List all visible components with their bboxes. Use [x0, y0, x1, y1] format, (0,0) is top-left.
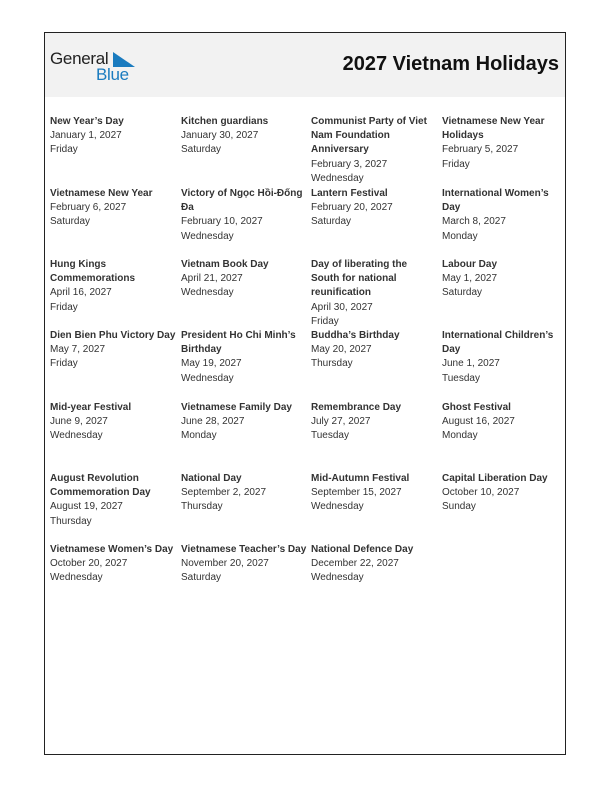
holiday-date: October 20, 2027 — [50, 558, 128, 570]
holiday-weekday: Wednesday — [311, 172, 364, 184]
logo-general-text: General — [50, 49, 109, 68]
holiday-name: International Women’s Day — [442, 188, 549, 214]
holiday-date: September 15, 2027 — [311, 487, 402, 499]
holiday-item — [311, 329, 437, 372]
holiday-weekday: Wednesday — [50, 572, 103, 584]
holiday-date: April 16, 2027 — [50, 287, 112, 299]
holiday-name: Day of liberating the South for national reunification — [311, 259, 408, 299]
holiday-date: March 8, 2027 — [442, 216, 506, 228]
holiday-name: Dien Bien Phu Victory Day — [50, 330, 176, 341]
holiday-date: August 19, 2027 — [50, 501, 123, 513]
holiday-date: May 1, 2027 — [442, 273, 498, 285]
holiday-item — [311, 401, 437, 444]
holiday-weekday: Saturday — [442, 287, 483, 299]
holiday-date: August 16, 2027 — [442, 416, 515, 428]
holiday-name: Vietnamese Family Day — [181, 402, 292, 413]
holiday-date: February 10, 2027 — [181, 216, 263, 228]
holiday-calendar-page — [44, 32, 566, 755]
holiday-item — [181, 543, 307, 586]
holiday-weekday: Thursday — [311, 358, 353, 370]
holiday-name: Hung Kings Commemorations — [50, 259, 136, 285]
holiday-date: July 27, 2027 — [311, 416, 371, 428]
holiday-item — [442, 472, 568, 515]
holiday-weekday: Monday — [181, 430, 217, 442]
holiday-weekday: Wednesday — [181, 287, 234, 299]
holiday-name: President Ho Chi Minh’s Birthday — [181, 330, 296, 356]
holiday-item — [442, 187, 568, 244]
holiday-name: Labour Day — [442, 259, 498, 270]
holiday-item — [311, 187, 437, 230]
holiday-item — [181, 401, 307, 444]
holiday-weekday: Thursday — [50, 515, 92, 527]
holiday-date: September 2, 2027 — [181, 487, 267, 499]
holiday-name: Vietnamese Women’s Day — [50, 544, 174, 555]
holiday-date: June 1, 2027 — [442, 358, 500, 370]
holiday-item — [181, 472, 307, 515]
holiday-item — [311, 258, 437, 329]
holiday-weekday: Thursday — [181, 501, 223, 513]
holiday-item — [50, 329, 176, 372]
holiday-name: National Day — [181, 473, 242, 484]
holiday-weekday: Saturday — [50, 216, 91, 228]
holiday-weekday: Monday — [442, 230, 478, 242]
holiday-weekday: Friday — [442, 158, 470, 170]
holiday-name: Mid-Autumn Festival — [311, 473, 410, 484]
holiday-item — [50, 543, 176, 586]
holiday-name: Buddha’s Birthday — [311, 330, 400, 341]
holiday-date: February 6, 2027 — [50, 202, 127, 214]
holiday-date: February 20, 2027 — [311, 202, 393, 214]
holiday-date: June 9, 2027 — [50, 416, 108, 428]
holiday-date: October 10, 2027 — [442, 487, 520, 499]
holiday-item — [442, 115, 568, 172]
holiday-weekday: Friday — [50, 301, 78, 313]
holiday-name: Kitchen guardians — [181, 116, 269, 127]
holiday-name: New Year’s Day — [50, 116, 124, 127]
holiday-item — [181, 329, 307, 386]
holiday-date: January 1, 2027 — [50, 130, 122, 142]
holiday-name: August Revolution Commemoration Day — [50, 473, 151, 499]
holiday-name: Capital Liberation Day — [442, 473, 548, 484]
holiday-item — [50, 401, 176, 444]
holiday-name: Vietnamese Teacher’s Day — [181, 544, 307, 555]
holiday-name: Ghost Festival — [442, 402, 511, 413]
holiday-item — [442, 329, 568, 386]
holiday-weekday: Saturday — [311, 216, 352, 228]
holiday-name: International Children’s Day — [442, 330, 554, 356]
generalblue-logo — [50, 49, 140, 83]
holiday-item — [442, 401, 568, 444]
holiday-weekday: Wednesday — [181, 372, 234, 384]
holiday-weekday: Saturday — [181, 144, 222, 156]
holiday-name: Vietnamese New Year Holidays — [442, 116, 545, 142]
holiday-item — [50, 258, 176, 315]
page-header — [45, 33, 565, 97]
holiday-item — [311, 543, 437, 586]
holiday-date: April 30, 2027 — [311, 301, 373, 313]
holiday-name: Vietnam Book Day — [181, 259, 269, 270]
holiday-name: Mid-year Festival — [50, 402, 132, 413]
holiday-date: November 20, 2027 — [181, 558, 269, 570]
holiday-item — [181, 187, 307, 244]
holiday-item — [181, 115, 307, 158]
holiday-date: January 30, 2027 — [181, 130, 259, 142]
holiday-weekday: Monday — [442, 430, 478, 442]
holiday-weekday: Wednesday — [311, 572, 364, 584]
holiday-date: May 20, 2027 — [311, 344, 372, 356]
holiday-weekday: Friday — [50, 144, 78, 156]
holiday-item — [181, 258, 307, 301]
holiday-weekday: Sunday — [442, 501, 476, 513]
holiday-item — [50, 115, 176, 158]
holiday-name: Victory of Ngọc Hồi-Đống Đa — [181, 188, 303, 214]
holiday-date: May 7, 2027 — [50, 344, 106, 356]
holiday-weekday: Tuesday — [311, 430, 349, 442]
holiday-date: February 3, 2027 — [311, 158, 388, 170]
holiday-item — [50, 187, 176, 230]
holiday-name: Vietnamese New Year — [50, 188, 153, 199]
page-title: 2027 Vietnam Holidays — [342, 53, 559, 75]
logo-blue-text: Blue — [96, 65, 129, 84]
holiday-weekday: Wednesday — [50, 430, 103, 442]
holiday-weekday: Wednesday — [181, 230, 234, 242]
holiday-date: April 21, 2027 — [181, 273, 243, 285]
holiday-date: June 28, 2027 — [181, 416, 245, 428]
holiday-item — [311, 472, 437, 515]
holiday-weekday: Saturday — [181, 572, 222, 584]
holiday-item — [311, 115, 437, 186]
holiday-name: Lantern Festival — [311, 188, 388, 199]
holiday-name: Communist Party of Viet Nam Foundation Anniversary — [311, 116, 427, 156]
holiday-name: Remembrance Day — [311, 402, 402, 413]
holiday-item — [442, 258, 568, 301]
holiday-weekday: Wednesday — [311, 501, 364, 513]
holiday-weekday: Tuesday — [442, 372, 480, 384]
holiday-date: May 19, 2027 — [181, 358, 242, 370]
holiday-name: National Defence Day — [311, 544, 414, 555]
holiday-date: February 5, 2027 — [442, 144, 519, 156]
holiday-weekday: Friday — [311, 315, 339, 327]
holiday-date: December 22, 2027 — [311, 558, 399, 570]
holiday-item — [50, 472, 176, 529]
holiday-weekday: Friday — [50, 358, 78, 370]
